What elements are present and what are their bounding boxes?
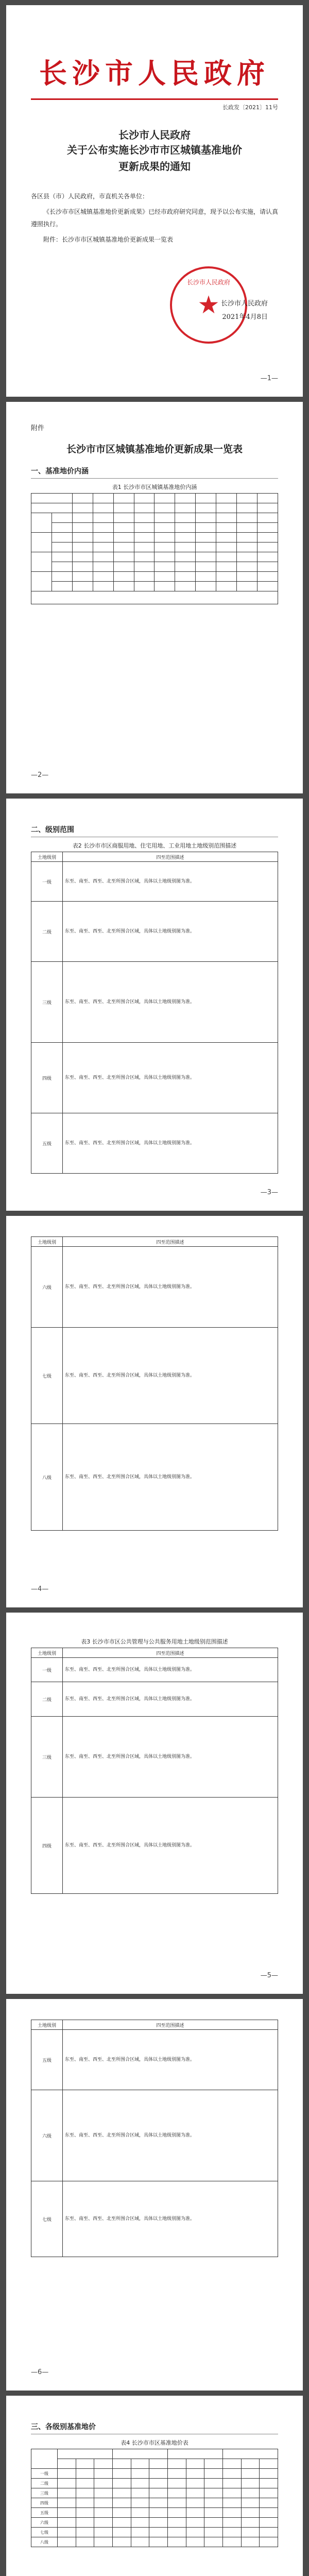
table-4-row-grade: 八级 (31, 2537, 58, 2547)
page-number-1: —1— (260, 375, 278, 382)
table-3-row-desc: 东至、南至、西至、北至所围合区域，具体以土地级别图为准。 (63, 2090, 278, 2181)
table-3-continued (31, 2020, 278, 2257)
table-2-row-desc: 东至、南至、西至、北至所围合区域，具体以土地级别图为准。 (63, 962, 278, 1043)
attachment-label: 附件 (31, 425, 45, 432)
table-3-row-grade: 四级 (31, 1798, 63, 1894)
table-4-row-grade: 一级 (31, 2469, 58, 2479)
table-2-caption: 表2 长沙市市区商服用地、住宅用地、工业用地土地级别范围描述 (72, 842, 237, 849)
document-title-line-2: 更新成果的通知 (118, 160, 191, 173)
attachment-title: 长沙市市区城镇基准地价更新成果一览表 (66, 444, 243, 455)
document-number: 长政发〔2021〕11号 (222, 104, 278, 111)
masthead-rule (31, 98, 278, 100)
table-2-row-grade: 四级 (31, 1043, 63, 1113)
table-2-row-desc: 东至、南至、西至、北至所围合区域，具体以土地级别图为准。 (63, 1247, 278, 1328)
signature-org: 长沙市人民政府 (220, 300, 268, 308)
signature-date: 2021年4月8日 (222, 313, 268, 321)
table-2-row-grade: 七级 (31, 1328, 63, 1424)
table-2-continued (31, 1236, 278, 1531)
table-2-row-grade: 一级 (31, 862, 63, 902)
seal-text: 长沙市人民政府 (186, 279, 230, 286)
table-4-row-grade: 七级 (31, 2528, 58, 2537)
table-4-row-grade: 五级 (31, 2508, 58, 2518)
table-1-caption: 表1 长沙市市区城镇基准地价内涵 (112, 484, 197, 490)
page-3 (6, 799, 303, 1211)
page-1 (6, 5, 303, 397)
table-2-row-grade: 六级 (31, 1247, 63, 1328)
table-3 (31, 1648, 278, 1894)
table-3-row-grade: 一级 (31, 1658, 63, 1682)
table-4 (31, 2449, 278, 2547)
table-3-row-grade: 七级 (31, 2181, 63, 2257)
table-2 (31, 852, 278, 1174)
table-2-col-range: 四至范围描述 (63, 852, 278, 862)
table-3-col-grade: 土地级别 (31, 2020, 63, 2030)
masthead: 长沙市人民政府 (39, 57, 270, 90)
page-number-4: —4— (31, 1585, 49, 1593)
table-2-row-desc: 东至、南至、西至、北至所围合区域，具体以土地级别图为准。 (63, 1113, 278, 1174)
table-4-row-grade: 六级 (31, 2518, 58, 2528)
signature-block (31, 261, 278, 359)
table-2-col-grade: 土地级别 (31, 1237, 63, 1247)
table-4-row-grade: 三级 (31, 2488, 58, 2498)
table-3-row-grade: 二级 (31, 1682, 63, 1717)
table-2-col-range: 四至范围描述 (63, 1237, 278, 1247)
table-2-row-desc: 东至、南至、西至、北至所围合区域，具体以土地级别图为准。 (63, 1328, 278, 1424)
page-4 (6, 1216, 303, 1607)
table-3-row-desc: 东至、南至、西至、北至所围合区域，具体以土地级别图为准。 (63, 1682, 278, 1717)
page-6 (6, 1999, 303, 2391)
table-2-row-desc: 东至、南至、西至、北至所围合区域，具体以土地级别图为准。 (63, 862, 278, 902)
page-number-2: —2— (31, 771, 49, 779)
document-title-line-1: 关于公布实施长沙市市区城镇基准地价 (67, 144, 242, 156)
table-3-col-grade: 土地级别 (31, 1648, 63, 1658)
body-paragraph-1: 《长沙市市区城镇基准地价更新成果》已经市政府研究同意，现予以公布实施，请认真遵照执行。 (31, 208, 279, 228)
table-3-row-desc: 东至、南至、西至、北至所围合区域，具体以土地级别图为准。 (63, 2030, 278, 2090)
table-3-row-desc: 东至、南至、西至、北至所围合区域，具体以土地级别图为准。 (63, 2181, 278, 2257)
table-4-row-grade: 四级 (31, 2498, 58, 2508)
table-3-row-grade: 六级 (31, 2090, 63, 2181)
page-number-5: —5— (260, 1972, 278, 1979)
section-1-heading: 一、基准地价内涵 (31, 467, 89, 476)
table-2-row-grade: 八级 (31, 1424, 63, 1531)
seal-star-icon: ★ (197, 291, 220, 319)
page-number-3: —3— (260, 1189, 278, 1196)
table-2-row-desc: 东至、南至、西至、北至所围合区域，具体以土地级别图为准。 (63, 902, 278, 962)
table-3-row-desc: 东至、南至、西至、北至所围合区域，具体以土地级别图为准。 (63, 1658, 278, 1682)
table-3-caption: 表3 长沙市市区公共管理与公共服务用地土地级别范围描述 (81, 1638, 228, 1645)
table-3-col-range: 四至范围描述 (63, 2020, 278, 2030)
table-2-row-grade: 五级 (31, 1113, 63, 1174)
table-3-col-range: 四至范围描述 (63, 1648, 278, 1658)
table-2-row-grade: 二级 (31, 902, 63, 962)
table-2-row-grade: 三级 (31, 962, 63, 1043)
section-2-heading: 二、级别范围 (31, 826, 74, 834)
page-5 (6, 1613, 303, 1994)
salutation: 各区县（市）人民政府，市直机关各单位： (31, 193, 149, 200)
table-3-row-desc: 东至、南至、西至、北至所围合区域，具体以土地级别图为准。 (63, 1798, 278, 1894)
body-paragraph-2: 附件：长沙市市区城镇基准地价更新成果一览表 (43, 236, 174, 243)
table-2-col-grade: 土地级别 (31, 852, 63, 862)
table-4-caption: 表4 长沙市市区基准地价表 (121, 2439, 188, 2446)
table-4-row-grade: 二级 (31, 2479, 58, 2488)
page-7 (6, 2396, 303, 2576)
table-3-row-grade: 三级 (31, 1717, 63, 1798)
table-2-row-desc: 东至、南至、西至、北至所围合区域，具体以土地级别图为准。 (63, 1424, 278, 1531)
page-number-6: —6— (31, 2368, 49, 2376)
table-3-row-desc: 东至、南至、西至、北至所围合区域，具体以土地级别图为准。 (63, 1717, 278, 1798)
table-2-row-desc: 东至、南至、西至、北至所围合区域，具体以土地级别图为准。 (63, 1043, 278, 1113)
section-3-heading: 三、各级别基准地价 (31, 2423, 96, 2431)
issuer-title: 长沙市人民政府 (118, 129, 191, 141)
table-3-row-grade: 五级 (31, 2030, 63, 2090)
page-2 (6, 402, 303, 793)
table-1 (31, 493, 278, 604)
